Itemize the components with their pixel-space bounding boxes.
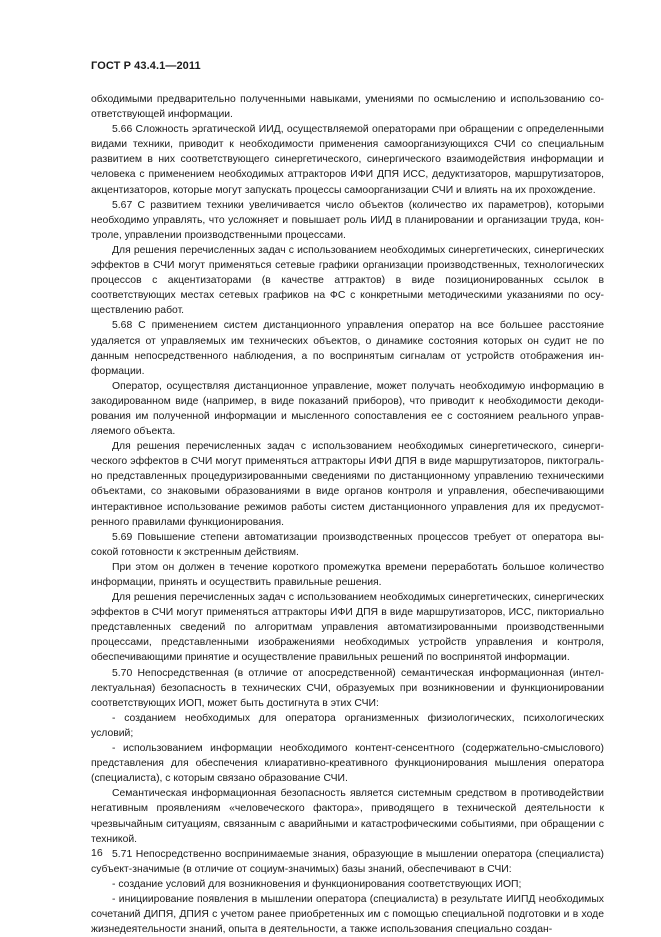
paragraph: Для решения перечисленных задач с использованием необходимых синергетических, синергических эффектов в СЧИ могут применяться сетевые графики организации производственных, технологических процессов с акцентизаторами (в качестве аттрактов) в виде позиционированных ссылок в соответствующих местах сетевых графиков на ФС с конкретными методическими указаниями по осуществлению работ. [91,244,604,317]
paragraph: Для решения перечисленных задач с использованием необходимых синергетического, синергического эффектов в СЧИ могут применяться аттракторы ИФИ ДПЯ в виде маршрутизаторов, пиктогрально представленных процедуризированными сведениями по дистанционному управлению техническими объектами, со знаковыми образованиями в виде органов контроля и управления, обеспечивающими интерактивное использование режимов работы систем дистанционного управления для их предусмотренного правилами функционирования. [91,441,604,528]
paragraph: 5.68 С применением систем дистанционного управления оператор на все большее расстояние удаляется от управляемых им технических объектов, о динамике состояния которых он судит не по данным непосредственного наблюдения, а по воспринятым сигналам от устройств отображения информации. [91,320,604,377]
paragraph: Оператор, осуществляя дистанционное управление, может получать необходимую информацию в закодированном виде (например, в виде показаний приборов), что приводит к необходимости декодирования им полученной информации и мысленного сопоставления ее с состоянием реального управляемого объекта. [91,380,604,438]
paragraph: 5.67 С развитием техники увеличивается число объектов (количество их параметров), которыми необходимо управлять, что усложняет и повышает роль ИИД в планировании и организации труда, контроле, управлении производственными процессами. [91,199,604,241]
paragraph: Семантическая информационная безопасность является системным средством в противодействии негативным проявлениям «человеческого фактора», приводящего в технической деятельности к чрезвычайным ситуациям, связанным с аварийными и катастрофическими событиями, при обращении с техникой. [91,788,604,845]
page-number: 16 [91,847,103,859]
body-text [91,92,604,937]
list-item: - использованием информации необходимого контент-сенсентного (содержательно-смыслового) представления для обеспечения клиаративно-креативного функционирования мышления оператора (специалиста), с которым связано образование СЧИ. [91,743,604,785]
document-header: ГОСТ Р 43.4.1—2011 [91,60,201,72]
paragraph: 5.66 Сложность эргатической ИИД, осуществляемой операторами при обращении с определенными видами техники, приводит к необходимости применения самоорганизующихся СЧИ со специальным развитием в них соответствующего синергетического, синергического взаимодействия информации и человека с применением необходимых аттракторов ИФИ ДПЯ ИСС, дедуктизаторов, маршрутизаторов, акцентизаторов, которые могут запускать процессы самоорганизации СЧИ и влиять на их прохождение. [91,124,604,196]
paragraph: обходимыми предварительно полученными навыками, умениями по осмыслению и использованию соответствующей информации. [91,94,604,121]
list-item: - созданием необходимых для оператора организменных физиологических, психологических условий; [91,712,604,739]
paragraph: 5.71 Непосредственно воспринимаемые знания, образующие в мышлении оператора (специалиста) субъект-значимые (в отличие от социум-значимых) базы знаний, обеспечивают в СЧИ: [91,848,604,875]
paragraph: 5.70 Непосредственная (в отличие от апосредственной) семантическая информационная (интеллектуальная) безопасность в технических СЧИ, образуемых при возникновении и функционировании соответствующих ИОП, может быть достигнута в этих СЧИ: [91,667,604,709]
paragraph: При этом он должен в течение короткого промежутка времени переработать большое количество информации, принять и осуществить правильные решения. [91,561,604,588]
paragraph: Для решения перечисленных задач с использованием необходимых синергетических, синергических эффектов в СЧИ могут применяться аттракторы ИФИ ДПЯ в виде маршрутизаторов, ИСС, пикториально представленных сведений по алгоритмам управления автоматизированными производственными процессами, представленными изображениями необходимых устройств управления и контроля, обеспечивающими принятие и осуществление правильных решений по воспринятой информации. [91,592,604,664]
paragraph: 5.69 Повышение степени автоматизации производственных процессов требует от оператора высокой готовности к экстренным действиям. [91,531,604,558]
list-item: - инициирование появления в мышлении оператора (специалиста) в результате ИИПД необходимых сочетаний ДИПЯ, ДПИЯ с учетом ранее приобретенных им с помощью специальной подготовки и в ходе жизнедеятельности знаний, опыта в деятельности, а также использования специально создан- [91,893,604,936]
list-item: - создание условий для возникновения и функционирования соответствующих ИОП; [112,878,522,890]
